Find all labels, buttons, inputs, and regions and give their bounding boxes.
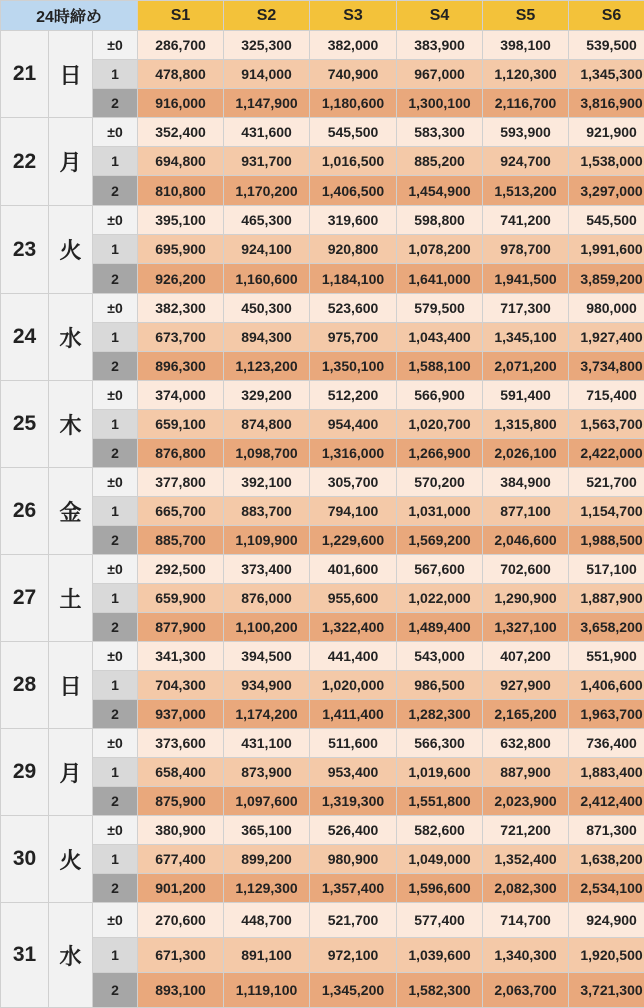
value-cell: 721,200 <box>483 816 569 845</box>
value-cell: 1,345,200 <box>310 973 397 1008</box>
value-cell: 740,900 <box>310 60 397 89</box>
value-cell: 1,078,200 <box>397 235 483 264</box>
value-cell: 380,900 <box>138 816 224 845</box>
value-cell: 894,300 <box>224 323 310 352</box>
value-cell: 953,400 <box>310 758 397 787</box>
value-cell: 521,700 <box>310 903 397 938</box>
setting-label: 1 <box>93 938 138 973</box>
setting-label: ±0 <box>93 31 138 60</box>
value-cell: 876,000 <box>224 584 310 613</box>
value-cell: 810,800 <box>138 176 224 206</box>
table-row <box>1 264 644 294</box>
value-cell: 1,039,600 <box>397 938 483 973</box>
day-number: 29 <box>1 729 49 816</box>
setting-label: 2 <box>93 526 138 555</box>
value-cell: 1,119,100 <box>224 973 310 1008</box>
value-cell: 1,022,000 <box>397 584 483 613</box>
value-cell: 877,900 <box>138 613 224 642</box>
value-cell: 694,800 <box>138 147 224 176</box>
setting-label: ±0 <box>93 468 138 497</box>
value-cell: 392,100 <box>224 468 310 497</box>
table-row <box>1 555 644 584</box>
value-cell: 883,700 <box>224 497 310 526</box>
value-cell: 591,400 <box>483 381 569 410</box>
value-cell: 319,600 <box>310 206 397 235</box>
value-cell: 717,300 <box>483 294 569 323</box>
day-number: 22 <box>1 118 49 206</box>
value-cell: 1,454,900 <box>397 176 483 206</box>
value-cell: 2,165,200 <box>483 700 569 729</box>
value-cell: 2,046,600 <box>483 526 569 555</box>
value-cell: 1,883,400 <box>569 758 644 787</box>
value-cell: 395,100 <box>138 206 224 235</box>
value-cell: 373,400 <box>224 555 310 584</box>
value-cell: 2,071,200 <box>483 352 569 381</box>
setting-label: ±0 <box>93 118 138 147</box>
value-cell: 874,800 <box>224 410 310 439</box>
value-cell: 373,600 <box>138 729 224 758</box>
value-cell: 2,422,000 <box>569 439 644 468</box>
value-cell: 1,300,100 <box>397 89 483 118</box>
value-cell: 1,927,400 <box>569 323 644 352</box>
column-header-s5: S5 <box>483 1 569 31</box>
value-cell: 975,700 <box>310 323 397 352</box>
weekday-label: 火 <box>49 206 93 294</box>
value-cell: 1,638,200 <box>569 845 644 874</box>
column-header-s3: S3 <box>310 1 397 31</box>
value-cell: 1,345,100 <box>483 323 569 352</box>
value-cell: 3,721,300 <box>569 973 644 1008</box>
value-cell: 1,229,600 <box>310 526 397 555</box>
value-cell: 736,400 <box>569 729 644 758</box>
table-row <box>1 700 644 729</box>
column-header-s4: S4 <box>397 1 483 31</box>
setting-label: 1 <box>93 584 138 613</box>
value-cell: 545,500 <box>310 118 397 147</box>
value-cell: 794,100 <box>310 497 397 526</box>
setting-label: 2 <box>93 352 138 381</box>
value-cell: 2,082,300 <box>483 874 569 903</box>
value-cell: 523,600 <box>310 294 397 323</box>
setting-label: 2 <box>93 700 138 729</box>
value-cell: 972,100 <box>310 938 397 973</box>
value-cell: 877,100 <box>483 497 569 526</box>
table-row <box>1 352 644 381</box>
setting-label: 2 <box>93 439 138 468</box>
table-body <box>1 31 644 1008</box>
table-row <box>1 642 644 671</box>
value-cell: 914,000 <box>224 60 310 89</box>
setting-label: ±0 <box>93 642 138 671</box>
value-cell: 1,147,900 <box>224 89 310 118</box>
day-number: 24 <box>1 294 49 381</box>
value-cell: 1,123,200 <box>224 352 310 381</box>
value-cell: 1,941,500 <box>483 264 569 294</box>
value-cell: 382,300 <box>138 294 224 323</box>
setting-label: 2 <box>93 874 138 903</box>
value-cell: 3,816,900 <box>569 89 644 118</box>
value-cell: 695,900 <box>138 235 224 264</box>
value-cell: 1,049,000 <box>397 845 483 874</box>
value-cell: 1,569,200 <box>397 526 483 555</box>
value-cell: 1,020,700 <box>397 410 483 439</box>
value-cell: 286,700 <box>138 31 224 60</box>
value-cell: 431,100 <box>224 729 310 758</box>
value-cell: 741,200 <box>483 206 569 235</box>
value-cell: 934,900 <box>224 671 310 700</box>
value-cell: 871,300 <box>569 816 644 845</box>
value-cell: 526,400 <box>310 816 397 845</box>
setting-label: 1 <box>93 235 138 264</box>
value-cell: 1,551,800 <box>397 787 483 816</box>
setting-label: 2 <box>93 264 138 294</box>
value-cell: 305,700 <box>310 468 397 497</box>
weekday-label: 土 <box>49 555 93 642</box>
table-row <box>1 468 644 497</box>
setting-label: 1 <box>93 758 138 787</box>
value-cell: 545,500 <box>569 206 644 235</box>
value-cell: 1,411,400 <box>310 700 397 729</box>
value-cell: 921,900 <box>569 118 644 147</box>
value-cell: 398,100 <box>483 31 569 60</box>
value-cell: 512,200 <box>310 381 397 410</box>
table-row <box>1 938 644 973</box>
value-cell: 896,300 <box>138 352 224 381</box>
table-row <box>1 147 644 176</box>
value-cell: 901,200 <box>138 874 224 903</box>
value-cell: 1,097,600 <box>224 787 310 816</box>
setting-label: 2 <box>93 973 138 1008</box>
table-row <box>1 89 644 118</box>
value-cell: 567,600 <box>397 555 483 584</box>
setting-label: ±0 <box>93 294 138 323</box>
day-number: 25 <box>1 381 49 468</box>
value-cell: 704,300 <box>138 671 224 700</box>
setting-label: ±0 <box>93 816 138 845</box>
value-cell: 891,100 <box>224 938 310 973</box>
table-row <box>1 973 644 1008</box>
value-cell: 384,900 <box>483 468 569 497</box>
column-header-s2: S2 <box>224 1 310 31</box>
value-cell: 671,300 <box>138 938 224 973</box>
value-cell: 394,500 <box>224 642 310 671</box>
value-cell: 325,300 <box>224 31 310 60</box>
value-cell: 1,596,600 <box>397 874 483 903</box>
table-row <box>1 31 644 60</box>
day-number: 31 <box>1 903 49 1008</box>
value-cell: 916,000 <box>138 89 224 118</box>
table-row <box>1 294 644 323</box>
value-cell: 570,200 <box>397 468 483 497</box>
value-cell: 1,316,000 <box>310 439 397 468</box>
value-cell: 978,700 <box>483 235 569 264</box>
value-cell: 1,538,000 <box>569 147 644 176</box>
day-number: 26 <box>1 468 49 555</box>
value-cell: 632,800 <box>483 729 569 758</box>
value-cell: 986,500 <box>397 671 483 700</box>
value-cell: 431,600 <box>224 118 310 147</box>
table-row <box>1 118 644 147</box>
value-cell: 673,700 <box>138 323 224 352</box>
value-cell: 598,800 <box>397 206 483 235</box>
value-cell: 450,300 <box>224 294 310 323</box>
table-row <box>1 60 644 89</box>
value-cell: 1,100,200 <box>224 613 310 642</box>
value-cell: 920,800 <box>310 235 397 264</box>
value-cell: 677,400 <box>138 845 224 874</box>
table-row <box>1 613 644 642</box>
value-cell: 407,200 <box>483 642 569 671</box>
value-cell: 1,988,500 <box>569 526 644 555</box>
value-cell: 3,859,200 <box>569 264 644 294</box>
value-cell: 329,200 <box>224 381 310 410</box>
day-number: 30 <box>1 816 49 903</box>
value-cell: 1,170,200 <box>224 176 310 206</box>
table-row <box>1 816 644 845</box>
setting-label: ±0 <box>93 206 138 235</box>
value-cell: 374,000 <box>138 381 224 410</box>
value-cell: 1,322,400 <box>310 613 397 642</box>
value-cell: 2,026,100 <box>483 439 569 468</box>
value-cell: 582,600 <box>397 816 483 845</box>
setting-label: 2 <box>93 787 138 816</box>
value-cell: 478,800 <box>138 60 224 89</box>
setting-label: 1 <box>93 845 138 874</box>
value-cell: 2,116,700 <box>483 89 569 118</box>
table-row <box>1 323 644 352</box>
value-cell: 566,300 <box>397 729 483 758</box>
weekday-label: 木 <box>49 381 93 468</box>
value-cell: 2,412,400 <box>569 787 644 816</box>
value-cell: 401,600 <box>310 555 397 584</box>
value-cell: 887,900 <box>483 758 569 787</box>
value-cell: 926,200 <box>138 264 224 294</box>
value-cell: 1,043,400 <box>397 323 483 352</box>
value-cell: 1,352,400 <box>483 845 569 874</box>
value-cell: 659,100 <box>138 410 224 439</box>
value-cell: 1,641,000 <box>397 264 483 294</box>
setting-label: 2 <box>93 89 138 118</box>
value-cell: 543,000 <box>397 642 483 671</box>
day-number: 23 <box>1 206 49 294</box>
value-cell: 1,345,300 <box>569 60 644 89</box>
weekday-label: 月 <box>49 729 93 816</box>
value-cell: 893,100 <box>138 973 224 1008</box>
value-cell: 1,184,100 <box>310 264 397 294</box>
value-cell: 1,020,000 <box>310 671 397 700</box>
value-cell: 931,700 <box>224 147 310 176</box>
weekday-label: 水 <box>49 903 93 1008</box>
value-cell: 1,963,700 <box>569 700 644 729</box>
value-cell: 954,400 <box>310 410 397 439</box>
value-cell: 1,019,600 <box>397 758 483 787</box>
value-cell: 1,315,800 <box>483 410 569 439</box>
value-cell: 873,900 <box>224 758 310 787</box>
value-cell: 579,500 <box>397 294 483 323</box>
value-cell: 352,400 <box>138 118 224 147</box>
value-cell: 924,100 <box>224 235 310 264</box>
table-row <box>1 235 644 264</box>
setting-label: 2 <box>93 176 138 206</box>
table-row <box>1 526 644 555</box>
setting-label: 1 <box>93 323 138 352</box>
value-cell: 1,180,600 <box>310 89 397 118</box>
value-cell: 1,991,600 <box>569 235 644 264</box>
value-cell: 885,700 <box>138 526 224 555</box>
value-cell: 1,357,400 <box>310 874 397 903</box>
setting-label: ±0 <box>93 381 138 410</box>
table-row <box>1 671 644 700</box>
value-cell: 927,900 <box>483 671 569 700</box>
value-cell: 1,282,300 <box>397 700 483 729</box>
setting-label: 1 <box>93 410 138 439</box>
table-row <box>1 787 644 816</box>
value-cell: 448,700 <box>224 903 310 938</box>
value-cell: 593,900 <box>483 118 569 147</box>
day-number: 21 <box>1 31 49 118</box>
setting-label: ±0 <box>93 729 138 758</box>
value-cell: 1,887,900 <box>569 584 644 613</box>
value-cell: 1,582,300 <box>397 973 483 1008</box>
value-cell: 270,600 <box>138 903 224 938</box>
value-cell: 1,920,500 <box>569 938 644 973</box>
value-cell: 1,031,000 <box>397 497 483 526</box>
value-cell: 383,900 <box>397 31 483 60</box>
value-cell: 980,900 <box>310 845 397 874</box>
column-header-s6: S6 <box>569 1 644 31</box>
value-cell: 1,098,700 <box>224 439 310 468</box>
value-cell: 1,588,100 <box>397 352 483 381</box>
value-cell: 2,023,900 <box>483 787 569 816</box>
value-cell: 1,290,900 <box>483 584 569 613</box>
value-cell: 566,900 <box>397 381 483 410</box>
value-cell: 1,129,300 <box>224 874 310 903</box>
value-cell: 899,200 <box>224 845 310 874</box>
value-cell: 924,900 <box>569 903 644 938</box>
value-cell: 658,400 <box>138 758 224 787</box>
value-cell: 539,500 <box>569 31 644 60</box>
setting-label: 1 <box>93 497 138 526</box>
value-cell: 980,000 <box>569 294 644 323</box>
table-row <box>1 176 644 206</box>
value-cell: 1,350,100 <box>310 352 397 381</box>
value-cell: 1,319,300 <box>310 787 397 816</box>
value-cell: 885,200 <box>397 147 483 176</box>
value-cell: 1,513,200 <box>483 176 569 206</box>
value-cell: 1,120,300 <box>483 60 569 89</box>
value-cell: 1,016,500 <box>310 147 397 176</box>
table-row <box>1 206 644 235</box>
value-cell: 1,154,700 <box>569 497 644 526</box>
value-cell: 2,063,700 <box>483 973 569 1008</box>
setting-label: ±0 <box>93 903 138 938</box>
setting-label: 1 <box>93 671 138 700</box>
table-row <box>1 497 644 526</box>
setting-label: ±0 <box>93 555 138 584</box>
value-cell: 1,563,700 <box>569 410 644 439</box>
value-cell: 583,300 <box>397 118 483 147</box>
value-cell: 382,000 <box>310 31 397 60</box>
setting-label: 2 <box>93 613 138 642</box>
value-cell: 876,800 <box>138 439 224 468</box>
table-row <box>1 410 644 439</box>
weekday-label: 日 <box>49 31 93 118</box>
value-cell: 341,300 <box>138 642 224 671</box>
value-cell: 937,000 <box>138 700 224 729</box>
table-row <box>1 845 644 874</box>
value-cell: 292,500 <box>138 555 224 584</box>
value-cell: 715,400 <box>569 381 644 410</box>
setting-label: 1 <box>93 147 138 176</box>
value-cell: 1,266,900 <box>397 439 483 468</box>
value-cell: 1,340,300 <box>483 938 569 973</box>
value-cell: 1,174,200 <box>224 700 310 729</box>
value-cell: 2,534,100 <box>569 874 644 903</box>
value-cell: 1,109,900 <box>224 526 310 555</box>
value-cell: 875,900 <box>138 787 224 816</box>
value-cell: 511,600 <box>310 729 397 758</box>
value-cell: 1,160,600 <box>224 264 310 294</box>
value-cell: 3,297,000 <box>569 176 644 206</box>
table-row <box>1 381 644 410</box>
value-cell: 521,700 <box>569 468 644 497</box>
value-cell: 577,400 <box>397 903 483 938</box>
header-row <box>1 1 644 31</box>
table-row <box>1 903 644 938</box>
value-cell: 1,327,100 <box>483 613 569 642</box>
setting-label: 1 <box>93 60 138 89</box>
value-cell: 1,406,500 <box>310 176 397 206</box>
day-number: 27 <box>1 555 49 642</box>
value-cell: 517,100 <box>569 555 644 584</box>
value-cell: 1,406,600 <box>569 671 644 700</box>
table-row <box>1 874 644 903</box>
value-cell: 702,600 <box>483 555 569 584</box>
value-cell: 1,489,400 <box>397 613 483 642</box>
value-cell: 924,700 <box>483 147 569 176</box>
weekday-label: 金 <box>49 468 93 555</box>
value-cell: 3,734,800 <box>569 352 644 381</box>
value-cell: 665,700 <box>138 497 224 526</box>
table-row <box>1 729 644 758</box>
cutoff-label: 24時締め <box>1 1 138 31</box>
value-cell: 465,300 <box>224 206 310 235</box>
column-header-s1: S1 <box>138 1 224 31</box>
table-row <box>1 758 644 787</box>
value-cell: 714,700 <box>483 903 569 938</box>
weekday-label: 水 <box>49 294 93 381</box>
value-cell: 365,100 <box>224 816 310 845</box>
weekday-label: 月 <box>49 118 93 206</box>
value-cell: 441,400 <box>310 642 397 671</box>
day-number: 28 <box>1 642 49 729</box>
table-row <box>1 584 644 613</box>
weekday-label: 火 <box>49 816 93 903</box>
value-cell: 955,600 <box>310 584 397 613</box>
value-cell: 377,800 <box>138 468 224 497</box>
table-row <box>1 439 644 468</box>
weekday-label: 日 <box>49 642 93 729</box>
value-cell: 967,000 <box>397 60 483 89</box>
value-cell: 3,658,200 <box>569 613 644 642</box>
value-cell: 551,900 <box>569 642 644 671</box>
value-cell: 659,900 <box>138 584 224 613</box>
